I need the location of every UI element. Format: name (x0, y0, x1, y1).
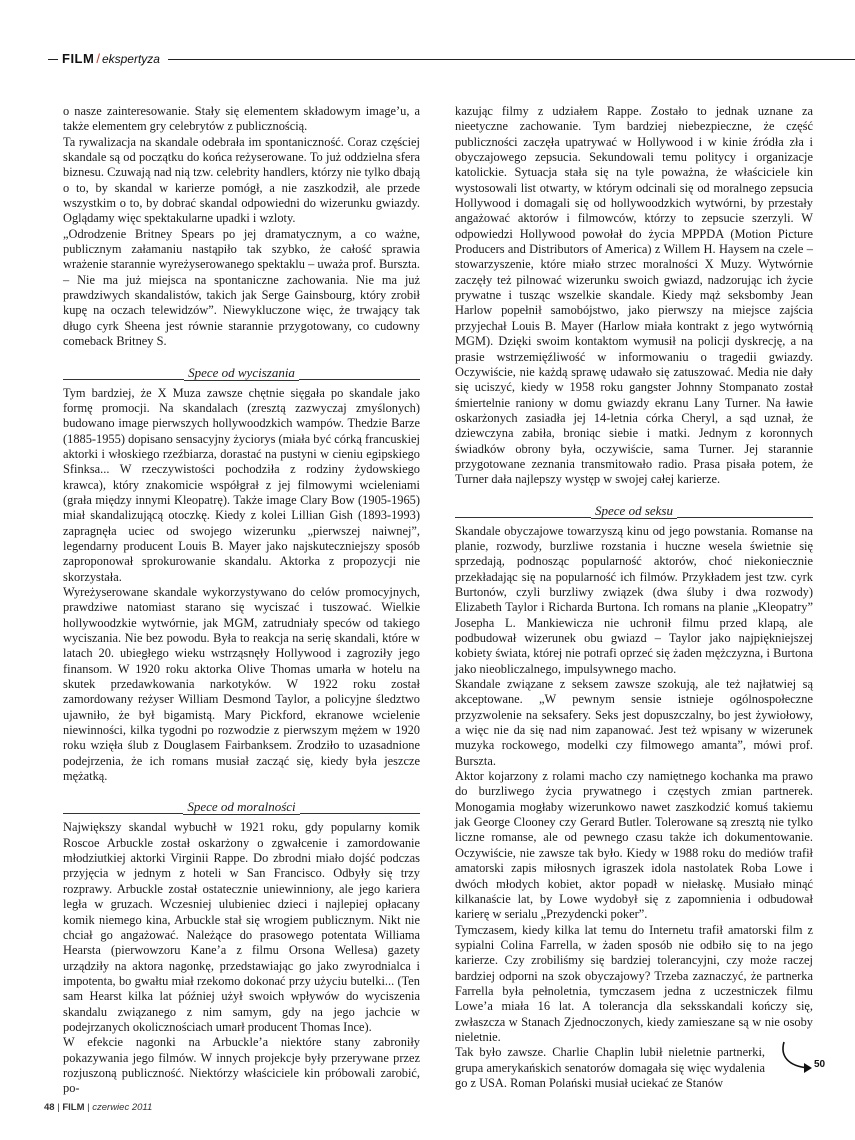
paragraph: kazując filmy z udziałem Rappe. Zostało to jednak uznane za nieetyczne zachowanie. Tym bardziej niebezpieczne, że część publiczności zaczęła upatrywać w Hollywood i w kinie źródła zła i obyczajowego zepsucia. Sekundowali temu politycy i organizacje katolickie. Sytuacja stała się na tyle poważna, że właściciele kin wystosowali list otwarty, w którym odcinali się od moralnego zepsucia Hollywood i domagali się od hollywoodzkich wytwórni, by przestały angażować aktorów i filmowców, którzy to zepsucie szerzyli. W odpowiedzi Hollywood powołał do życia MPPDA (Motion Picture Producers and Distributors of America) z Willem H. Haysem na czele – stowarzyszenie, które miało strzec moralności X Muzy. Wytwórnie zaczęły też pilnować wizerunku swoich gwiazd, nadzorując ich życie prywatne i tusząc wszelkie skandale. Kiedy mąż seksbomby Jean Harlow popełnił samobójstwo, jako pierwszy na miejsce zajścia przyjechał Louis B. Mayer (Harlow miała kontrakt z jego wytwórnią MGM). Dzięki swoim kontaktom wymusił na policji dyskrecję, a na prasie wstrzemięźliwość w informowaniu o tragedii gwiazdy. Oczywiście, nie każdą sprawę udawało się zatuszować. Media nie dały się uciszyć, kiedy w 1958 roku gangster Johnny Stompanato został śmiertelnie raniony w domu gwiazdy ekranu Lany Turner. Na ławie oskarżonych zasiadła jej 14-letnia córka Cheryl, a sąd uznał, że dziewczyna zabiła, broniąc siebie i matki. Jednym z koronnych świadków obrony była, oczywiście, sama Turner. Jej starannie przygotowane zeznania transmitowało radio. Prasa pisała potem, że Turner dała najlepszy występ w swojej całej karierze. (455, 104, 813, 487)
section-title: Spece od wyciszania (184, 365, 299, 381)
page-footer (44, 1102, 152, 1118)
issue-date: czerwiec 2011 (92, 1102, 153, 1113)
page-number: 48 (44, 1102, 55, 1113)
paragraph: o nasze zainteresowanie. Stały się elementem składowym image’u, a także elementem gry celebrytów z publicznością. (63, 104, 420, 134)
magazine-name: FILM (62, 1102, 85, 1113)
footer-separator: | (57, 1102, 60, 1113)
paragraph: Ta rywalizacja na skandale odebrała im spontaniczność. Coraz częściej skandale są od początku do końca reżyserowane. To już oddzielna sfera biznesu. Czuwają nad nią tzw. celebrity handlers, którzy nie tylko dbają o to, by skandal w karierze pomógł, a nie zaszkodził, ale przede wszystkim o to, by dobrać skandal odpowiedni do wizerunku gwiazdy. Oglądamy więc spektakularne upadki i wzloty. (63, 134, 420, 226)
header-rule (48, 59, 855, 60)
paragraph: W efekcie nagonki na Arbuckle’a niektóre stany zabroniły pokazywania jego filmów. W innych projekcje były przerywane przez rozjuszoną publiczność. Niektórzy właściciele kin próbowali zarobić, po- (63, 1035, 420, 1096)
continue-marker (778, 1040, 830, 1080)
page-header (48, 50, 855, 70)
section-heading (63, 364, 420, 380)
paragraph: Tym bardziej, że X Muza zawsze chętnie sięgała po skandale jako formę promocji. Na skandalach (zresztą zazwyczaj zmyślonych) budowano image pierwszych hollywoodzkich wampów. Thedzie Barze (1885-1955) dopisano sensacyjny życiorys (miała być córką francuskiej aktorki i włoskiego rzeźbiarza, dorastać na pustyni w cieniu egipskiego Sfinksa... W rzeczywistości pochodziła z rodziny żydowskiego krawca), który znakomicie współgrał z jej filmowymi wcieleniami (grała między innymi Kleopatrę). Także image Clary Bow (1905-1965) miał skandalizującą otoczkę. Kiedy z kolei Lillian Gish (1893-1993) zapragnęła uciec od swojego wizerunku „pierwszej naiwnej”, legendarny producent Louis B. Mayer jako najskuteczniejszy sposób zaproponował sprokurowanie skandalu. Aktorka z propozycji nie skorzystała. (63, 385, 420, 584)
paragraph: Największy skandal wybuchł w 1921 roku, gdy popularny komik Roscoe Arbuckle został oskarżony o zgwałcenie i zamordowanie młodziutkiej aktorki Virginii Rappe. Do zbrodni miało dojść podczas przyjęcia w jednym z hoteli w San Francisco. Odbyły się trzy rozprawy. Arbuckle został ostatecznie uniewinniony, ale jego kariera legła w gruzach. Wczesniej ulubieniec dzieci i najlepiej opłacany komik niemego kina, Arbuckle stał się wrogiem publicznym. Nikt nie chciał go angażować. Należące do prasowego potentata Williama Hearsta (pierwowzoru Kane’a z filmu Orsona Wellesa) gazety urządziły na aktora nagonkę, przedstawiając go jako zwyrodnialca i impotenta, bo gwałtu miał rzekomo dokonać przy użyciu butelki... (Ten sam Hearst kilka lat później użył swoich wpływów do wyciszenia skandalu związanego z nim samym, gdy na jego jachcie w podejrzanych okolicznościach umarł producent Thomas Ince). (63, 820, 420, 1034)
footer-separator: | (87, 1102, 90, 1113)
paragraph: Aktor kojarzony z rolami macho czy namiętnego kochanka ma prawo do burzliwego życia prywatnego i częstych zmian partnerek. Monogamia mogłaby wizerunkowo nawet zaszkodzić komuś takiemu jak George Clooney czy Gerard Butler. Tolerowane są zresztą nie tylko liczne romanse, ale od pewnego czasu także ich dokumentowanie. Oczywiście, nie zawsze tak było. Kiedy w 1988 roku do mediów trafił amatorski zapis miłosnych igraszek idola nastolatek Roba Lowe i dwóch młodych kobiet, aktor popadł w niełaskę. Musiało minąć kilkanaście lat, by Lowe wydobył się z zapomnienia i odbudował karierę w serialu „Prezydencki poker”. (455, 769, 813, 922)
paragraph: Wyreżyserowane skandale wykorzystywano do celów promocyjnych, prawdziwe natomiast starano się wyciszać i tuszować. Wielkie hollywoodzkie wytwórnie, jak MGM, zatrudniały speców od takiego wyciszania. Nie bez powodu. Była to reakcja na serię skandali, które w latach 20. ubiegłego wieku wstrząsnęły Hollywood i zagroziły jego finansom. W 1920 roku aktorka Olive Thomas umarła w hotelu na skutek przedawkowania narkotyków. W 1922 roku został zamordowany reżyser William Desmond Taylor, a policyjne śledztwo ujawniło, że był bigamistą. Mary Pickford, ekranowe wcielenie niewinności, kilka tygodni po rozwodzie z pierwszym mężem w 1920 roku wzięła ślub z Douglasem Fairbanksem. Zrodziło to uzasadnione podejrzenia, że ich romans musiał zacząć się, kiedy była jeszcze mężatką. (63, 584, 420, 784)
subsection-label: ekspertyza (101, 52, 160, 66)
section-heading (63, 798, 420, 814)
curved-arrow-icon (778, 1040, 818, 1080)
section-title: Spece od moralności (183, 799, 299, 815)
paragraph: Tymczasem, kiedy kilka lat temu do Internetu trafił amatorski film z sypialni Colina Farrella, w żaden sposób nie odbiło się to na jego karierze. Czy zrobiliśmy się bardziej tolerancyjni, czy może raczej bardziej odporni na szok obyczajowy? Trzeba zaznaczyć, że partnerka Farrella była pełnoletnia, tymczasem jedna z uczestniczek filmu Lowe’a miała 16 lat. A tolerancja dla seksskandali kończy się, zwłaszcza w Stanach Zjednoczonych, kiedy zamieszane są w nie osoby nieletnie. (455, 922, 813, 1044)
right-column (455, 104, 813, 1091)
left-column (63, 104, 420, 1097)
paragraph: Skandale obyczajowe towarzyszą kinu od jego powstania. Romanse na planie, rozwody, burzliwe rozstania i huczne wesela świetnie się sprzedają, podnosząc popularność aktorów, choć niekoniecznie przekładając się na popularność ich filmów. Przykładem jest tzw. cyrk Burtonów, czyli burzliwy związek (dwa śluby i dwa rozwody) Elizabeth Taylor i Richarda Burtona. Ich romans na planie „Kleopatry” Josepha L. Mankiewicza nie uchronił filmu przed klapą, ale podbudował wizerunek obu gwiazd – Taylor jako najpiękniejszej kobiety świata, której nie potrafi oprzeć się żaden mężczyzna, i Burtona jako nieobliczalnego, impulsywnego macho. (455, 523, 813, 676)
section-heading (455, 502, 813, 518)
continue-page-number: 50 (814, 1059, 826, 1070)
paragraph: „Odrodzenie Britney Spears po jej dramatycznym, a co ważne, publicznym załamaniu nastąpiło tak szybko, że całość sprawia wrażenie starannie wyreżyserowanego spektaklu – uważa prof. Bursztа. – Nie ma już miejsca na spontaniczne zachowania. Nie ma już prawdziwych skandalistów, takich jak Serge Gainsbourg, który zrobił kupę na oczach telewidzów”. Niewykluczone więc, że trwający tak długo cyrk Sheena jest równie starannie przygotowany, co cudowny comeback Britney S. (63, 226, 420, 349)
paragraph: Tak było zawsze. Charlie Chaplin lubił nieletnie partnerki, grupa amerykańskich senatorów domagała się więc wydalenia go z USA. Roman Polański musiał uciekać ze Stanów (455, 1045, 765, 1090)
paragraph: Skandale związane z seksem zawsze szokują, ale też najłatwiej są akceptowane. „W pewnym sensie istnieje ogólnospołeczne przyzwolenie na seksafery. Seks jest dopuszczalny, bo jest żywiołowy, a więc nie da się nad nim zapanować. Jest też wpisany w wizerunek muzyka rockowego, modelki czy filmowego amanta”, mówi prof. Bursztа. (455, 677, 813, 768)
section-label: FILM (62, 51, 95, 66)
section-separator: / (96, 51, 100, 66)
section-tag (58, 51, 168, 67)
section-title: Spece od seksu (591, 503, 677, 519)
